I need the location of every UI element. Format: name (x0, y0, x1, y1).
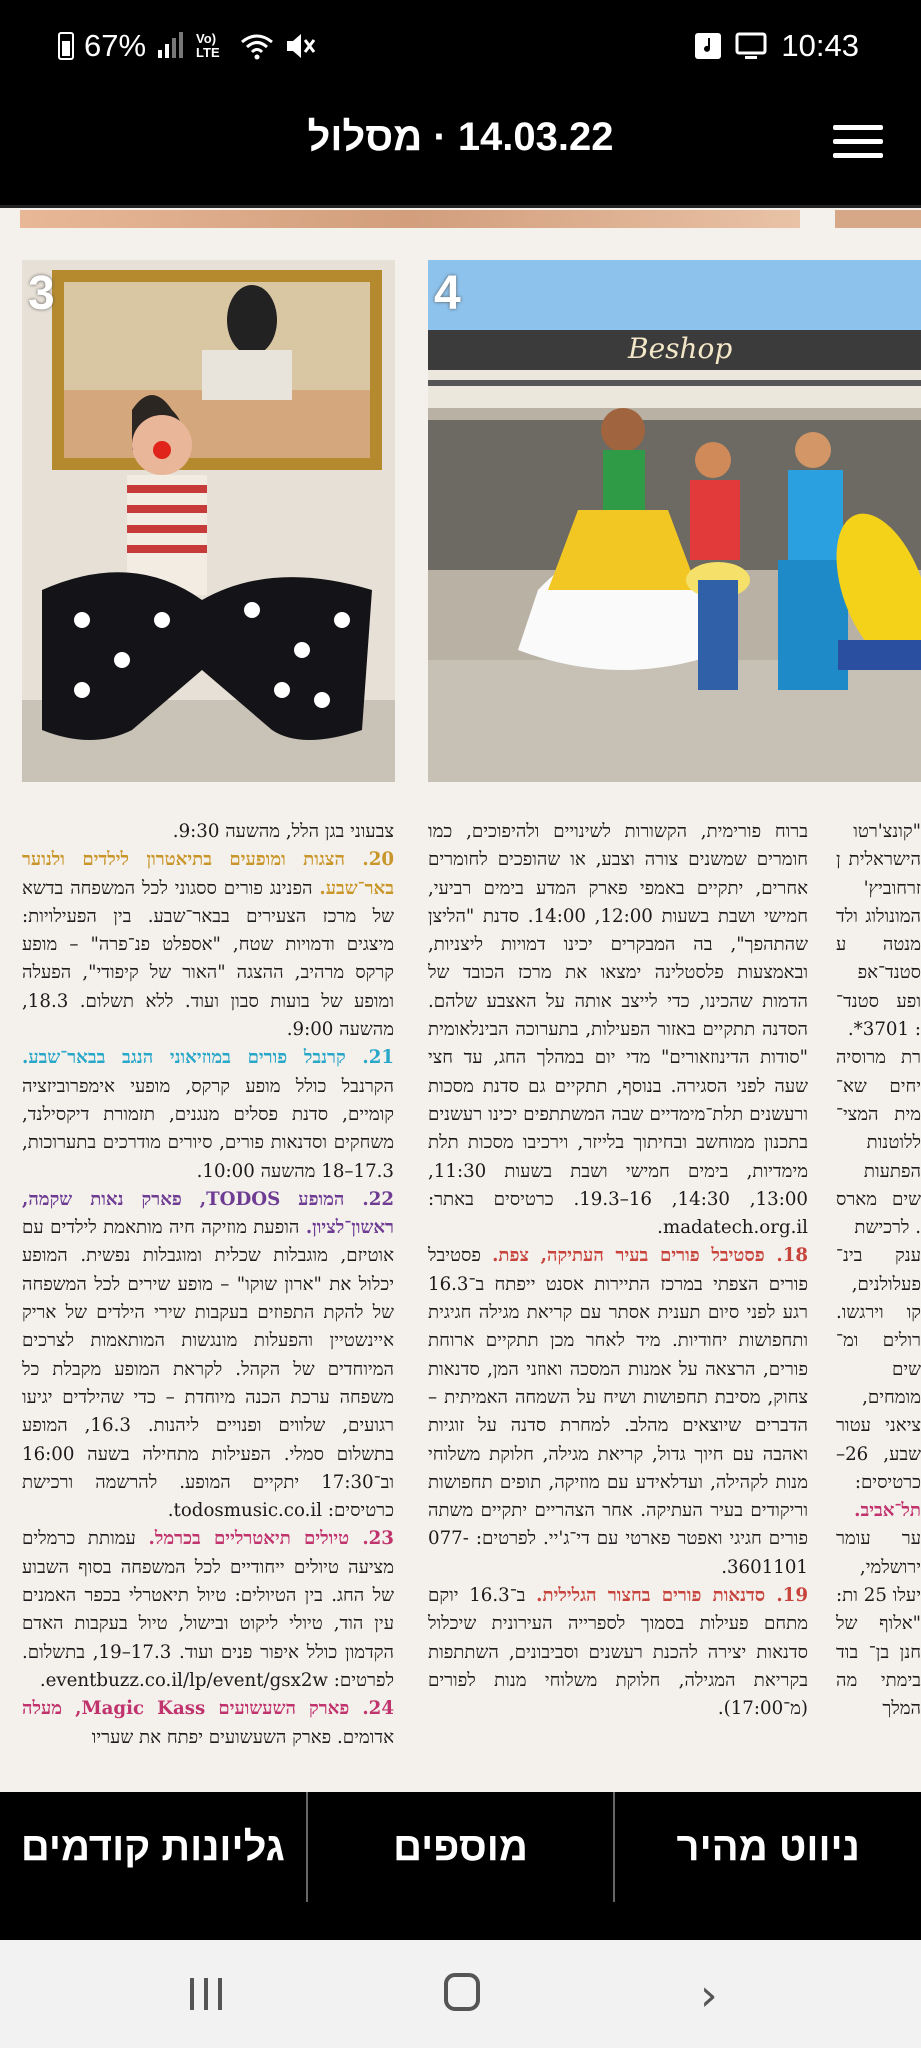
photo-number-4: 4 (434, 267, 461, 320)
article-paragraph: תל־אביב. ער עומר ירושלמי, יעלו 25 ות: "אלוף של חנן בן־ בוד בימתי מה המלך (836, 1500, 921, 1720)
photo-strip-top (20, 210, 800, 228)
nav-spacer (0, 1902, 921, 1940)
media-icon (695, 33, 721, 59)
article-paragraph: 19. סדנאות פורים בחצור הגלילית. ב־16.3 יוקם מתחם פעילות בסמוך לספרייה העירונית שיכלול סדנאות יצירה להכנת רעשנים וסביבונים, השתתפות בקריאת המגילה, חלוקת משלוחי מנות לפורים (מ־17:00). (428, 1585, 808, 1720)
article-paragraph: 24. פארק השעשועים Magic Kass, מעלה אדומים. פארק השעשועים יפתח את שעריו (22, 1698, 394, 1748)
article-paragraph: 23. טיולים תיאטרליים בכרמל. עמותת כרמלים מציעה טיולים ייחודיים לכל המשפחה בסוף השבוע של החג. בין הטיולים: טיול תיאטרלי בכפר האמנים עין הוד, טיולי ליקוט ובישול, טיול בעקבות האדם הקדמון כולל איפור פנים ועוד. 17.3–19, בתשלום. לפרטים: eventbuzz.co.il/lp/event/gsx2w. (22, 1528, 394, 1691)
hamburger-menu-icon[interactable] (833, 125, 883, 165)
photo-carnival-dancers (428, 260, 921, 782)
article-column-middle (428, 818, 808, 1793)
signal-icon (156, 32, 186, 60)
article-paragraph: ברוח פורימית, הקשורות לשינויים ולהיפוכים, כמו חומרים שמשנים צורה וצבע, או שהופכים לחומרים אחרים, יתקיים באמפי פארק המדע בימים רביעי, חמישי ושבת בשעות 12:00, 14:00. סדנת "הליצן שהתהפך", בה המבקרים יכינו דמויות ליצניות, ובאמצעות פלסטלינה ימצאו את מרכז הכובד של הדמות שהכינו, כדי לייצב אותה על האצבע שלהם. הסדנה תתקיים באזור הפעילות, בתערוכה הבינלאומית "סודות הדינוזאורים" מדי יום במהלך החג, עד חצי שעה לפני הסגירה. בנוסף, תתקיים גם סדנת מסכות ורעשנים תלת־מימדיים שבה המשתתפים יכינו רעשנים בתכנון ממוחשב ובחיתוך בלייזר, וירכיבו מסכות תלת מימדיות, בימים חמישי ושבת בשעות 11:30, 13:00, 14:30, 16–19.3. כרטיסים באתר: madatech.org.il. (428, 821, 808, 1239)
status-left (58, 28, 316, 64)
wifi-icon (240, 32, 274, 60)
carnival-illustration (428, 260, 921, 782)
home-icon[interactable] (444, 1973, 480, 2011)
shop-sign-text: Beshop (628, 332, 733, 365)
previous-issues-button[interactable]: גליונות קודמים (0, 1792, 308, 1902)
article-paragraph: רת מרוסיה יחים שא־ מית המצי־ ללוטנות הפתעות שים מארס . לרכישת (836, 1047, 921, 1239)
article-paragraph: 21. קרנבל פורים במוזיאוני הנגב בבאר־שבע. הקרנבל כולל מופע קרקס, מופעי אימפרוביזציה קומיים, סדנת פסלים מנגנים, תזמורת דיקסילנד, משחקים וסדנאות פורים, סיורים מודרכים בתערוכות, 17.3–18 מהשעה 10:00. (22, 1047, 394, 1182)
newspaper-page[interactable] (0, 205, 921, 1793)
photo-number-3: 3 (28, 267, 55, 320)
article-paragraph: 22. המופע TODOS, פארק נאות שקמה, ראשון־לציון. הופעת מוזיקה חיה מותאמת לילדים עם אוטיזם, מוגבלות שכלית ומוגבלות נפשית. המופע יכלול את "ארון שוקו" – מופע שירים לכל המשפחה של להקת התפוזים בעקבות שירי הילדים של אריק איינשטיין והפעלות מונגשות המותאמות לצרכים המיוחדים של הקהל. לקראת המופע מקבלת כל משפחה ערכת הכנה מיוחדת – כדי שהילדים יגיעו רגועים, שלווים ופנויים ליהנות. 16.3, המופע בתשלום סמלי. הפעילות מתחילה בשעה 16:00 וב־17:30 יתקיים המופע. להרשמה ורכישת כרטיסים: todosmusic.co.il. (22, 1188, 394, 1522)
battery-icon (58, 32, 74, 60)
quick-nav-button[interactable]: ניווט מהיר (676, 1824, 860, 1869)
article-column-right-cropped (836, 818, 921, 1793)
app-bar (0, 95, 921, 205)
back-icon[interactable]: › (700, 1970, 718, 2021)
article-paragraph: צבעוני בגן הלל, מהשעה 9:30. (172, 821, 394, 842)
battery-percent: 67% (84, 28, 147, 63)
article-paragraph: 20. הצגות ומופעים בתיאטרון לילדים ולנוער באר־שבע. הפנינג פורים ססגוני לכל המשפחה בדשא של מרכז הצעירים בבאר־שבע. בין הפעילויות: מיצגים ודמויות שטח, "אספלט פנ־פרה" – מופע קרקס מרהיב, ההצגה "האור של קיפודי", הפעלה ומופע של בועות סבון ועוד. ללא תשלום. 18.3, מהשעה 9:00. (22, 849, 394, 1041)
recent-apps-icon[interactable] (190, 1978, 224, 2010)
system-nav-bar (0, 1940, 921, 2048)
article-paragraph: "קונצ'רטו הישראלית ן זרחוביץ' המונולוג ולד מנטה ע סטנד־אפ ופע סטנד־ : 3701*. (836, 821, 921, 1041)
clown-illustration (22, 260, 395, 782)
photo-strip-top-right (835, 210, 921, 228)
status-right (695, 28, 859, 64)
clock: 10:43 (781, 28, 859, 63)
status-bar (0, 0, 921, 95)
page-title: 14.03.22 · מסלול (307, 115, 614, 159)
screen-cast-icon (735, 32, 767, 60)
article-column-left (22, 818, 394, 1793)
mute-icon (284, 32, 316, 60)
article-paragraph: ענק בינ־ פעלולנים, קו וירגשו. רולים ומ־ שים מומחים, ציאני עטור שבע, 26– כרטיסים: (836, 1245, 921, 1493)
network-type: Vo) LTE (196, 31, 220, 60)
extras-button[interactable]: מוספים (308, 1792, 616, 1902)
bottom-nav (0, 1792, 921, 1902)
article-paragraph: 18. פסטיבל פורים בעיר העתיקה, צפת. פסטיבל פורים הצפתי במרכז התיירות אסנט ייפתח ב־16.3 רגע לפני סיום תענית אסתר עם קריאת מגילה חגיגית ותחפושות יחודיות. מיד לאחר מכן תתקיים ארוחת פורים, הרצאה על אמנות המסכה ואוזני המן, סדנאות צחוק, מסיבת תחפושות ושיח על השמחה האמיתית – הדברים שיוצאים מהלב. למחרת סדנה על זוגיות ואהבה עם חיוך גדול, קריאת מגילה, חלוקת משלוחי מנות לקהילה, ועדלאידע עם מוזיקה, תופים תחפושות וריקודים בעיר העתיקה. אחר הצהריים יתקיים משתה פורים חגיגי ואפטר פארטי עם די־ג'יי. לפרטים: 077-3601101. (428, 1245, 808, 1578)
photo-clown (22, 260, 395, 782)
